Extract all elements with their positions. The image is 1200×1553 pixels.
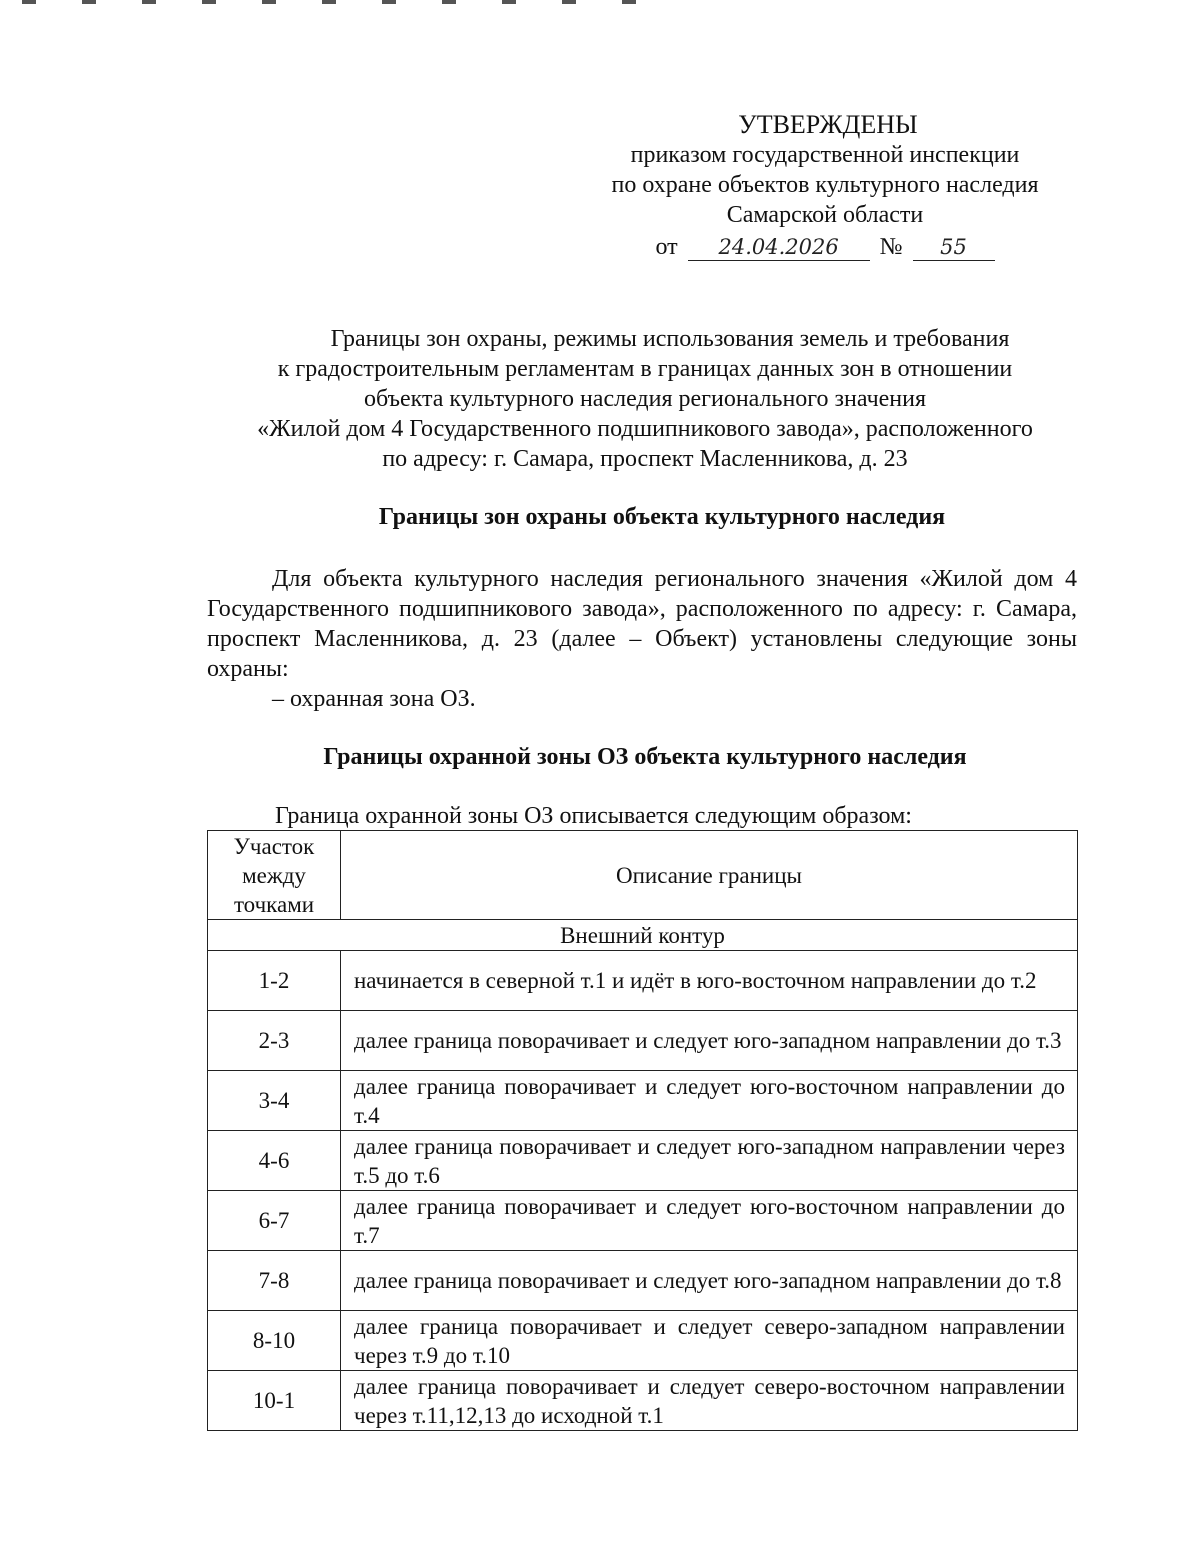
- description-cell: начинается в северной т.1 и идёт в юго-восточном направлении до т.2: [341, 951, 1078, 1011]
- segment-cell: 2-3: [208, 1011, 341, 1071]
- title-line-4: «Жилой дом 4 Государственного подшипникового завода», расположенного: [257, 416, 1033, 442]
- segment-cell: 8-10: [208, 1311, 341, 1371]
- table-header-row: [208, 831, 1078, 920]
- segment-cell: 7-8: [208, 1251, 341, 1311]
- group-label: Внешний контур: [208, 920, 1078, 951]
- document-title: [205, 324, 1085, 474]
- segment-cell: 10-1: [208, 1371, 341, 1431]
- table-row: [208, 1371, 1078, 1431]
- segment-cell: 6-7: [208, 1191, 341, 1251]
- approval-block: [580, 110, 1070, 262]
- header-segment-line: Участок: [233, 833, 315, 859]
- table-row: [208, 1191, 1078, 1251]
- description-cell: далее граница поворачивает и следует юго-восточном направлении до т.7: [341, 1191, 1078, 1251]
- section-2-heading: Границы охранной зоны ОЗ объекта культурного наследия: [323, 744, 967, 770]
- section-1-body: [207, 564, 1077, 714]
- table-row: [208, 951, 1078, 1011]
- section-1-heading: Границы зон охраны объекта культурного наследия: [378, 504, 946, 530]
- table-row: [208, 1131, 1078, 1191]
- description-cell: далее граница поворачивает и следует юго-западном направлении до т.3: [341, 1011, 1078, 1071]
- handwritten-date: 24.04.2026: [688, 234, 870, 261]
- approval-line-3: Самарской области: [726, 202, 924, 228]
- number-prefix: №: [879, 234, 903, 260]
- header-segment-line: между: [242, 862, 306, 888]
- title-line-3: объекта культурного наследия регионального значения: [363, 386, 927, 412]
- scan-edge-dashes: [22, 0, 662, 4]
- table-row: [208, 1311, 1078, 1371]
- handwritten-number: 55: [913, 234, 995, 261]
- title-line-5: по адресу: г. Самара, проспект Масленникова, д. 23: [382, 446, 908, 472]
- date-prefix: от: [655, 234, 678, 260]
- description-cell: далее граница поворачивает и следует северо-западном направлении через т.9 до т.10: [341, 1311, 1078, 1371]
- approval-line-1: приказом государственной инспекции: [630, 142, 1020, 168]
- zone-list-item: – охранная зона ОЗ.: [272, 686, 476, 712]
- description-cell: далее граница поворачивает и следует северо-восточном направлении через т.11,12,13 до исходной т.1: [341, 1371, 1078, 1431]
- segment-cell: 3-4: [208, 1071, 341, 1131]
- header-segment: [208, 831, 341, 920]
- header-segment-line: точками: [233, 891, 315, 917]
- header-description: Описание границы: [341, 831, 1078, 920]
- table-row: [208, 1251, 1078, 1311]
- segment-cell: 1-2: [208, 951, 341, 1011]
- table-group-row: [208, 920, 1078, 951]
- description-cell: далее граница поворачивает и следует юго-западном направлении через т.5 до т.6: [341, 1131, 1078, 1191]
- approval-date-line: [580, 232, 1070, 262]
- title-line-2: к градостроительным регламентам в границах данных зон в отношении: [277, 356, 1013, 382]
- table-caption: Граница охранной зоны ОЗ описывается следующим образом:: [275, 803, 912, 829]
- segment-cell: 4-6: [208, 1131, 341, 1191]
- boundary-table: [207, 830, 1078, 1431]
- approval-line-2: по охране объектов культурного наследия: [611, 172, 1039, 198]
- description-cell: далее граница поворачивает и следует юго-западном направлении до т.8: [341, 1251, 1078, 1311]
- description-cell: далее граница поворачивает и следует юго-восточном направлении до т.4: [341, 1071, 1078, 1131]
- section-1-paragraph: Для объекта культурного наследия регионального значения «Жилой дом 4 Государственного подшипникового завода», расположенного по адресу: г. Самара, проспект Масленникова, д. 23 (далее – Объект) установлены следующие зоны охраны:: [207, 566, 1077, 682]
- approval-heading: УТВЕРЖДЕНЫ: [738, 110, 918, 139]
- table-row: [208, 1071, 1078, 1131]
- title-line-1: Границы зон охраны, режимы использования земель и требования: [330, 326, 1010, 352]
- table-row: [208, 1011, 1078, 1071]
